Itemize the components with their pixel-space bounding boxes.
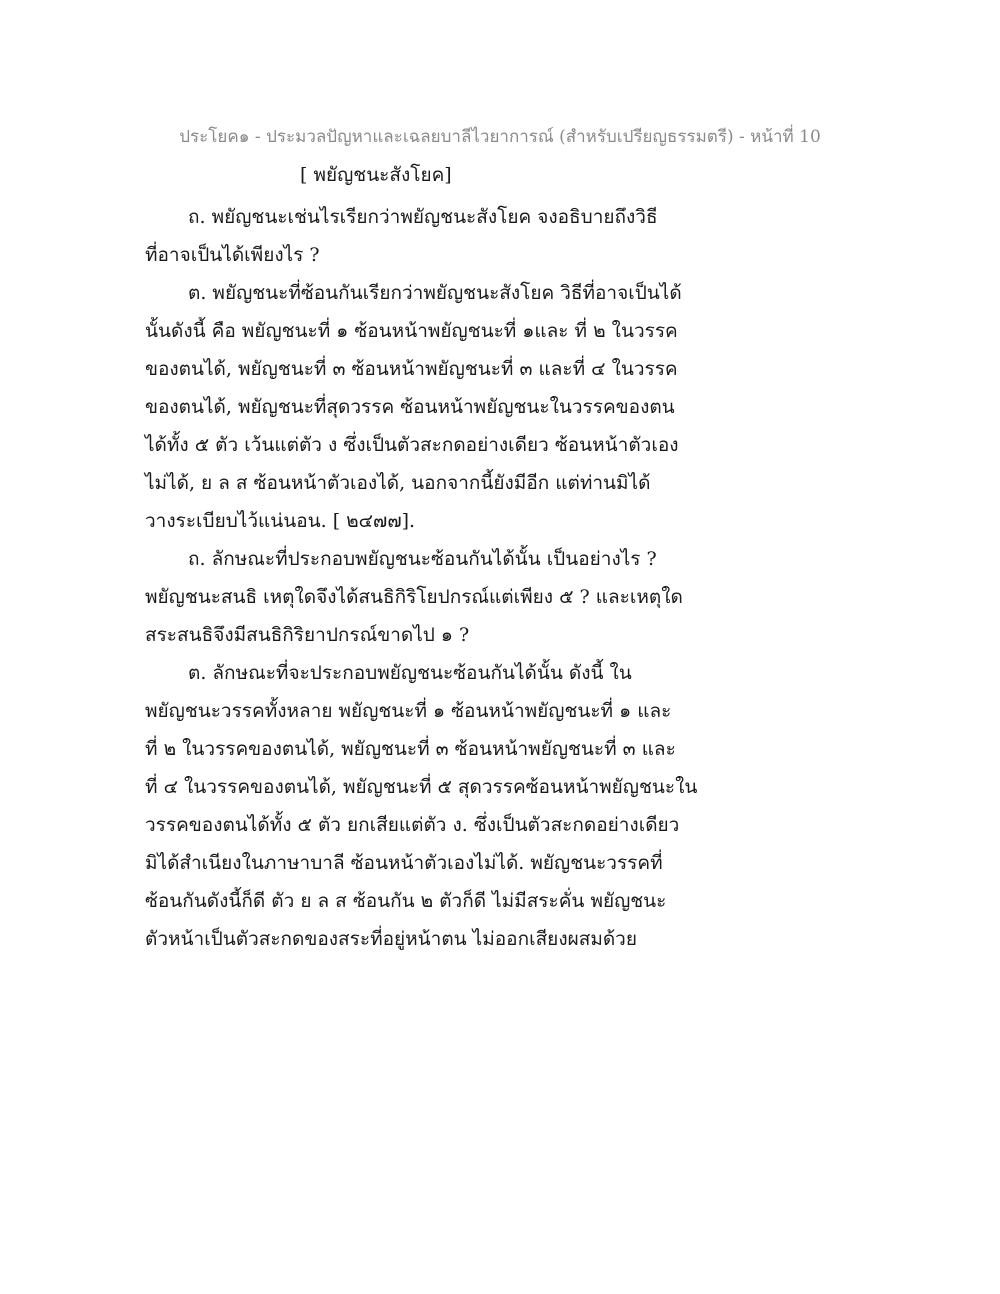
text-line: นั้นดังนี้ คือ พยัญชนะที่ ๑ ซ้อนหน้าพยัญชนะที่ ๑และ ที่ ๒ ในวรรค (145, 320, 678, 342)
text-line: สระสนธิจึงมีสนธิกิริยาปกรณ์ขาดไป ๑ ? (145, 624, 470, 646)
text-line: ที่อาจเป็นได้เพียงไร ? (145, 244, 320, 266)
text-line: ที่ ๔ ในวรรคของตนได้, พยัญชนะที่ ๕ สุดวรรคซ้อนหน้าพยัญชนะใน (145, 776, 698, 798)
text-line: ต. ลักษณะที่จะประกอบพยัญชนะซ้อนกันได้นั้น ดังนี้ ใน (188, 662, 632, 684)
text-line: ซ้อนกันดังนี้ก็ดี ตัว ย ล ส ซ้อนกัน ๒ ตัวก็ดี ไม่มีสระคั่น พยัญชนะ (145, 890, 667, 912)
text-line: ได้ทั้ง ๕ ตัว เว้นแต่ตัว ง ซึ่งเป็นตัวสะกดอย่างเดียว ซ้อนหน้าตัวเอง (145, 434, 679, 456)
body-text (145, 198, 705, 958)
text-line: ของตนได้, พยัญชนะที่ ๓ ซ้อนหน้าพยัญชนะที่ ๓ และที่ ๔ ในวรรค (145, 358, 678, 380)
text-line: พยัญชนะสนธิ เหตุใดจึงได้สนธิกิริโยปกรณ์แต่เพียง ๕ ? และเหตุใด (145, 586, 683, 608)
text-line: พยัญชนะวรรคทั้งหลาย พยัญชนะที่ ๑ ซ้อนหน้าพยัญชนะที่ ๑ และ (145, 700, 672, 722)
text-line: ถ. พยัญชนะเช่นไรเรียกว่าพยัญชนะสังโยค จงอธิบายถึงวิธี (188, 206, 658, 228)
text-line: ที่ ๒ ในวรรคของตนได้, พยัญชนะที่ ๓ ซ้อนหน้าพยัญชนะที่ ๓ และ (145, 738, 676, 760)
running-header: ประโยค๑ - ประมวลปัญหาและเฉลยบาลีไวยาการณ์ (สำหรับเปรียญธรรมตรี) - หน้าที่ 10 (179, 127, 821, 147)
text-line: ของตนได้, พยัญชนะที่สุดวรรค ซ้อนหน้าพยัญชนะในวรรคของตน (145, 396, 675, 418)
text-line: ต. พยัญชนะที่ซ้อนกันเรียกว่าพยัญชนะสังโยค วิธีที่อาจเป็นได้ (188, 282, 682, 304)
text-line: ถ. ลักษณะที่ประกอบพยัญชนะซ้อนกันได้นั้น เป็นอย่างไร ? (188, 548, 657, 570)
text-line: ไม่ได้, ย ล ส ซ้อนหน้าตัวเองได้, นอกจากนี้ยังมีอีก แต่ท่านมิได้ (145, 472, 651, 494)
text-line: วรรคของตนได้ทั้ง ๕ ตัว ยกเสียแต่ตัว ง. ซึ่งเป็นตัวสะกดอย่างเดียว (145, 814, 680, 836)
text-line: วางระเบียบไว้แน่นอน. [ ๒๔๗๗]. (145, 510, 416, 532)
text-line: มิได้สำเนียงในภาษาบาลี ซ้อนหน้าตัวเองไม่ได้. พยัญชนะวรรคที่ (145, 852, 663, 874)
section-heading: [ พยัญชนะสังโยค] (300, 164, 452, 186)
text-line: ตัวหน้าเป็นตัวสะกดของสระที่อยู่หน้าตน ไม่ออกเสียงผสมด้วย (145, 928, 637, 950)
